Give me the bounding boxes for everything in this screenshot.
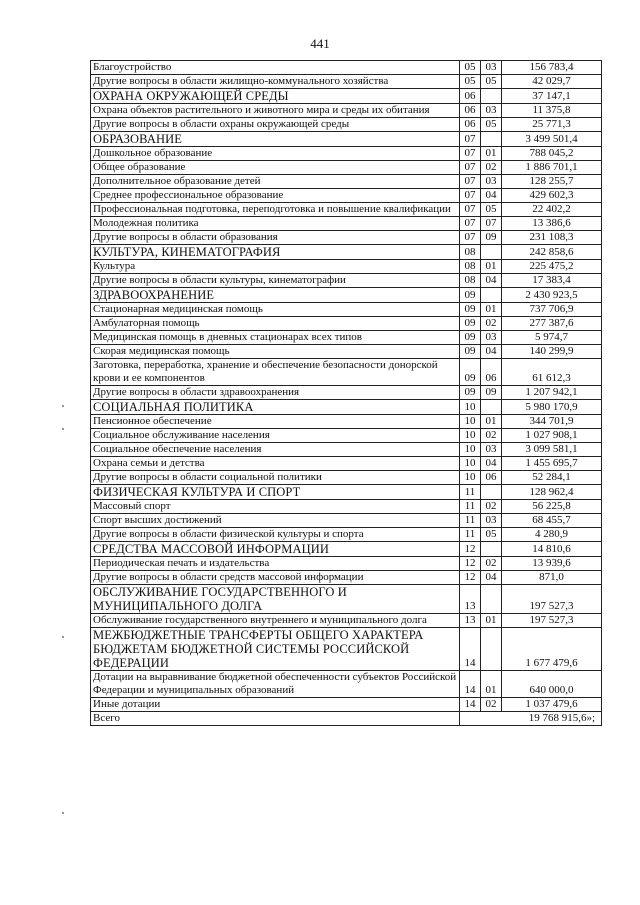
row-section-code: 10 (460, 415, 481, 429)
table-row (91, 175, 602, 189)
table-row (91, 61, 602, 75)
table-row (91, 485, 602, 500)
table-row (91, 189, 602, 203)
row-section-code: 07 (460, 132, 481, 147)
row-name: СОЦИАЛЬНАЯ ПОЛИТИКА (91, 400, 460, 415)
row-section-code: 11 (460, 485, 481, 500)
table-row (91, 542, 602, 557)
row-subsection-code: 02 (481, 161, 502, 175)
row-amount: 1 037 479,6 (502, 698, 602, 712)
row-subsection-code (481, 245, 502, 260)
row-name: ОБРАЗОВАНИЕ (91, 132, 460, 147)
row-amount: 11 375,8 (502, 104, 602, 118)
row-amount: 5 980 170,9 (502, 400, 602, 415)
row-subsection-code: 05 (481, 203, 502, 217)
row-section-code: 09 (460, 288, 481, 303)
row-name: Амбулаторная помощь (91, 317, 460, 331)
row-name: Социальное обслуживание населения (91, 429, 460, 443)
row-amount: 197 527,3 (502, 614, 602, 628)
row-section-code: 13 (460, 585, 481, 614)
table-row (91, 429, 602, 443)
row-amount: 737 706,9 (502, 303, 602, 317)
row-section-code: 09 (460, 359, 481, 386)
row-section-code: 08 (460, 245, 481, 260)
row-amount: 128 255,7 (502, 175, 602, 189)
scan-speck (62, 812, 64, 814)
table-row (91, 231, 602, 245)
row-name: Другие вопросы в области физической культуры и спорта (91, 528, 460, 542)
row-section-code: 05 (460, 75, 481, 89)
table-row (91, 386, 602, 400)
row-subsection-code: 09 (481, 231, 502, 245)
row-section-code: 11 (460, 500, 481, 514)
row-subsection-code: 04 (481, 457, 502, 471)
row-section-code: 06 (460, 104, 481, 118)
row-subsection-code (481, 485, 502, 500)
table-row (91, 331, 602, 345)
row-section-code: 07 (460, 231, 481, 245)
table-row (91, 628, 602, 671)
row-amount: 25 771,3 (502, 118, 602, 132)
row-name: Дошкольное образование (91, 147, 460, 161)
row-section-code: 10 (460, 400, 481, 415)
row-section-code: 07 (460, 147, 481, 161)
row-subsection-code (481, 585, 502, 614)
row-amount: 1 677 479,6 (502, 628, 602, 671)
row-subsection-code: 06 (481, 359, 502, 386)
row-section-code: 14 (460, 671, 481, 698)
row-amount: 871,0 (502, 571, 602, 585)
row-subsection-code: 01 (481, 671, 502, 698)
scan-speck (62, 636, 64, 638)
row-amount: 156 783,4 (502, 61, 602, 75)
row-amount: 429 602,3 (502, 189, 602, 203)
row-subsection-code: 01 (481, 260, 502, 274)
row-section-code: 07 (460, 203, 481, 217)
table-row (91, 118, 602, 132)
row-subsection-code: 02 (481, 429, 502, 443)
row-subsection-code: 01 (481, 415, 502, 429)
row-subsection-code: 04 (481, 571, 502, 585)
row-section-code: 06 (460, 89, 481, 104)
row-amount: 788 045,2 (502, 147, 602, 161)
row-subsection-code: 02 (481, 557, 502, 571)
row-section-code: 06 (460, 118, 481, 132)
row-name: Другие вопросы в области культуры, кинематографии (91, 274, 460, 288)
row-subsection-code: 03 (481, 514, 502, 528)
row-amount: 4 280,9 (502, 528, 602, 542)
row-section-code: 09 (460, 303, 481, 317)
table-row (91, 614, 602, 628)
row-section-code: 07 (460, 175, 481, 189)
table-row (91, 147, 602, 161)
row-name: Другие вопросы в области средств массовой информации (91, 571, 460, 585)
row-subsection-code: 05 (481, 118, 502, 132)
table-row (91, 500, 602, 514)
row-section-code: 12 (460, 571, 481, 585)
row-section-code: 08 (460, 260, 481, 274)
row-amount: 1 207 942,1 (502, 386, 602, 400)
row-subsection-code: 03 (481, 175, 502, 189)
row-section-code: 05 (460, 61, 481, 75)
row-amount: 22 402,2 (502, 203, 602, 217)
table-row (91, 288, 602, 303)
row-amount: 37 147,1 (502, 89, 602, 104)
row-name: МЕЖБЮДЖЕТНЫЕ ТРАНСФЕРТЫ ОБЩЕГО ХАРАКТЕРА БЮДЖЕТАМ БЮДЖЕТНОЙ СИСТЕМЫ РОССИЙСКОЙ ФЕДЕРАЦИИ (91, 628, 460, 671)
row-name: Пенсионное обеспечение (91, 415, 460, 429)
table-row (91, 161, 602, 175)
total-label: Всего (91, 712, 460, 726)
row-name: Профессиональная подготовка, переподготовка и повышение квалификации (91, 203, 460, 217)
row-amount: 13 939,6 (502, 557, 602, 571)
row-subsection-code: 01 (481, 303, 502, 317)
row-name: Другие вопросы в области здравоохранения (91, 386, 460, 400)
row-subsection-code (481, 89, 502, 104)
row-subsection-code: 04 (481, 345, 502, 359)
row-name: Дотации на выравнивание бюджетной обеспеченности субъектов Российской Федерации и муниципальных образований (91, 671, 460, 698)
row-subsection-code (481, 400, 502, 415)
row-section-code: 09 (460, 386, 481, 400)
table-row (91, 528, 602, 542)
row-section-code: 10 (460, 443, 481, 457)
total-amount: 19 768 915,6»; (460, 712, 602, 726)
row-section-code: 14 (460, 698, 481, 712)
row-subsection-code: 01 (481, 614, 502, 628)
row-name: Стационарная медицинская помощь (91, 303, 460, 317)
row-section-code: 07 (460, 161, 481, 175)
row-name: Охрана семьи и детства (91, 457, 460, 471)
table-row (91, 203, 602, 217)
row-subsection-code (481, 542, 502, 557)
scan-speck (62, 405, 64, 407)
row-section-code: 11 (460, 528, 481, 542)
row-amount: 1 027 908,1 (502, 429, 602, 443)
table-row (91, 217, 602, 231)
row-amount: 225 475,2 (502, 260, 602, 274)
table-row (91, 415, 602, 429)
row-name: ЗДРАВООХРАНЕНИЕ (91, 288, 460, 303)
row-section-code: 09 (460, 345, 481, 359)
row-section-code: 10 (460, 471, 481, 485)
row-amount: 14 810,6 (502, 542, 602, 557)
row-name: Среднее профессиональное образование (91, 189, 460, 203)
row-section-code: 12 (460, 557, 481, 571)
row-subsection-code (481, 132, 502, 147)
row-amount: 3 499 501,4 (502, 132, 602, 147)
budget-table (90, 60, 602, 726)
row-name: Молодежная политика (91, 217, 460, 231)
table-row (91, 671, 602, 698)
row-amount: 1 886 701,1 (502, 161, 602, 175)
row-amount: 231 108,3 (502, 231, 602, 245)
row-amount: 61 612,3 (502, 359, 602, 386)
row-name: Периодическая печать и издательства (91, 557, 460, 571)
row-name: Благоустройство (91, 61, 460, 75)
row-subsection-code: 03 (481, 331, 502, 345)
row-amount: 68 455,7 (502, 514, 602, 528)
row-name: СРЕДСТВА МАССОВОЙ ИНФОРМАЦИИ (91, 542, 460, 557)
row-name: ФИЗИЧЕСКАЯ КУЛЬТУРА И СПОРТ (91, 485, 460, 500)
row-amount: 640 000,0 (502, 671, 602, 698)
row-subsection-code: 04 (481, 189, 502, 203)
row-subsection-code: 05 (481, 75, 502, 89)
row-name: Спорт высших достижений (91, 514, 460, 528)
row-name: Охрана объектов растительного и животного мира и среды их обитания (91, 104, 460, 118)
row-amount: 3 099 581,1 (502, 443, 602, 457)
row-name: Культура (91, 260, 460, 274)
row-amount: 13 386,6 (502, 217, 602, 231)
row-name: Другие вопросы в области социальной политики (91, 471, 460, 485)
table-row (91, 557, 602, 571)
row-subsection-code: 03 (481, 104, 502, 118)
row-section-code: 07 (460, 217, 481, 231)
row-name: ОБСЛУЖИВАНИЕ ГОСУДАРСТВЕННОГО И МУНИЦИПАЛЬНОГО ДОЛГА (91, 585, 460, 614)
table-row (91, 698, 602, 712)
row-name: Другие вопросы в области охраны окружающей среды (91, 118, 460, 132)
table-row (91, 89, 602, 104)
scan-speck (62, 428, 64, 430)
row-amount: 17 383,4 (502, 274, 602, 288)
row-section-code: 14 (460, 628, 481, 671)
row-section-code: 13 (460, 614, 481, 628)
row-amount: 344 701,9 (502, 415, 602, 429)
row-name: Общее образование (91, 161, 460, 175)
row-name: Заготовка, переработка, хранение и обеспечение безопасности донорской крови и ее компонентов (91, 359, 460, 386)
row-section-code: 10 (460, 457, 481, 471)
table-row (91, 317, 602, 331)
table-row (91, 260, 602, 274)
row-section-code: 08 (460, 274, 481, 288)
row-section-code: 09 (460, 317, 481, 331)
row-amount: 128 962,4 (502, 485, 602, 500)
row-amount: 140 299,9 (502, 345, 602, 359)
row-amount: 2 430 923,5 (502, 288, 602, 303)
table-row (91, 457, 602, 471)
row-amount: 5 974,7 (502, 331, 602, 345)
row-subsection-code: 02 (481, 698, 502, 712)
row-name: Медицинская помощь в дневных стационарах всех типов (91, 331, 460, 345)
row-amount: 42 029,7 (502, 75, 602, 89)
table-row (91, 245, 602, 260)
row-name: Массовый спорт (91, 500, 460, 514)
table-row (91, 132, 602, 147)
row-subsection-code: 01 (481, 147, 502, 161)
row-amount: 242 858,6 (502, 245, 602, 260)
table-row (91, 303, 602, 317)
row-name: Другие вопросы в области образования (91, 231, 460, 245)
row-subsection-code: 09 (481, 386, 502, 400)
row-name: КУЛЬТУРА, КИНЕМАТОГРАФИЯ (91, 245, 460, 260)
table-row (91, 471, 602, 485)
row-subsection-code: 07 (481, 217, 502, 231)
row-subsection-code: 03 (481, 443, 502, 457)
row-section-code: 11 (460, 514, 481, 528)
table-row (91, 443, 602, 457)
row-name: Обслуживание государственного внутреннего и муниципального долга (91, 614, 460, 628)
table-row (91, 359, 602, 386)
row-name: Другие вопросы в области жилищно-коммунального хозяйства (91, 75, 460, 89)
row-section-code: 12 (460, 542, 481, 557)
row-amount: 56 225,8 (502, 500, 602, 514)
row-amount: 1 455 695,7 (502, 457, 602, 471)
row-subsection-code (481, 288, 502, 303)
row-section-code: 09 (460, 331, 481, 345)
table-row (91, 514, 602, 528)
row-subsection-code: 06 (481, 471, 502, 485)
row-section-code: 07 (460, 189, 481, 203)
table-row (91, 104, 602, 118)
row-name: Социальное обеспечение населения (91, 443, 460, 457)
row-subsection-code: 03 (481, 61, 502, 75)
row-subsection-code (481, 628, 502, 671)
table-row (91, 75, 602, 89)
row-subsection-code: 02 (481, 500, 502, 514)
row-amount: 277 387,6 (502, 317, 602, 331)
row-name: Дополнительное образование детей (91, 175, 460, 189)
row-amount: 52 284,1 (502, 471, 602, 485)
row-section-code: 10 (460, 429, 481, 443)
row-name: Иные дотации (91, 698, 460, 712)
page-number: 441 (310, 36, 330, 51)
budget-table-body (91, 61, 602, 712)
row-name: Скорая медицинская помощь (91, 345, 460, 359)
table-row (91, 274, 602, 288)
row-subsection-code: 04 (481, 274, 502, 288)
row-subsection-code: 02 (481, 317, 502, 331)
table-row (91, 400, 602, 415)
row-subsection-code: 05 (481, 528, 502, 542)
total-row (91, 712, 602, 726)
row-amount: 197 527,3 (502, 585, 602, 614)
table-row (91, 585, 602, 614)
table-row (91, 571, 602, 585)
table-row (91, 345, 602, 359)
row-name: ОХРАНА ОКРУЖАЮЩЕЙ СРЕДЫ (91, 89, 460, 104)
